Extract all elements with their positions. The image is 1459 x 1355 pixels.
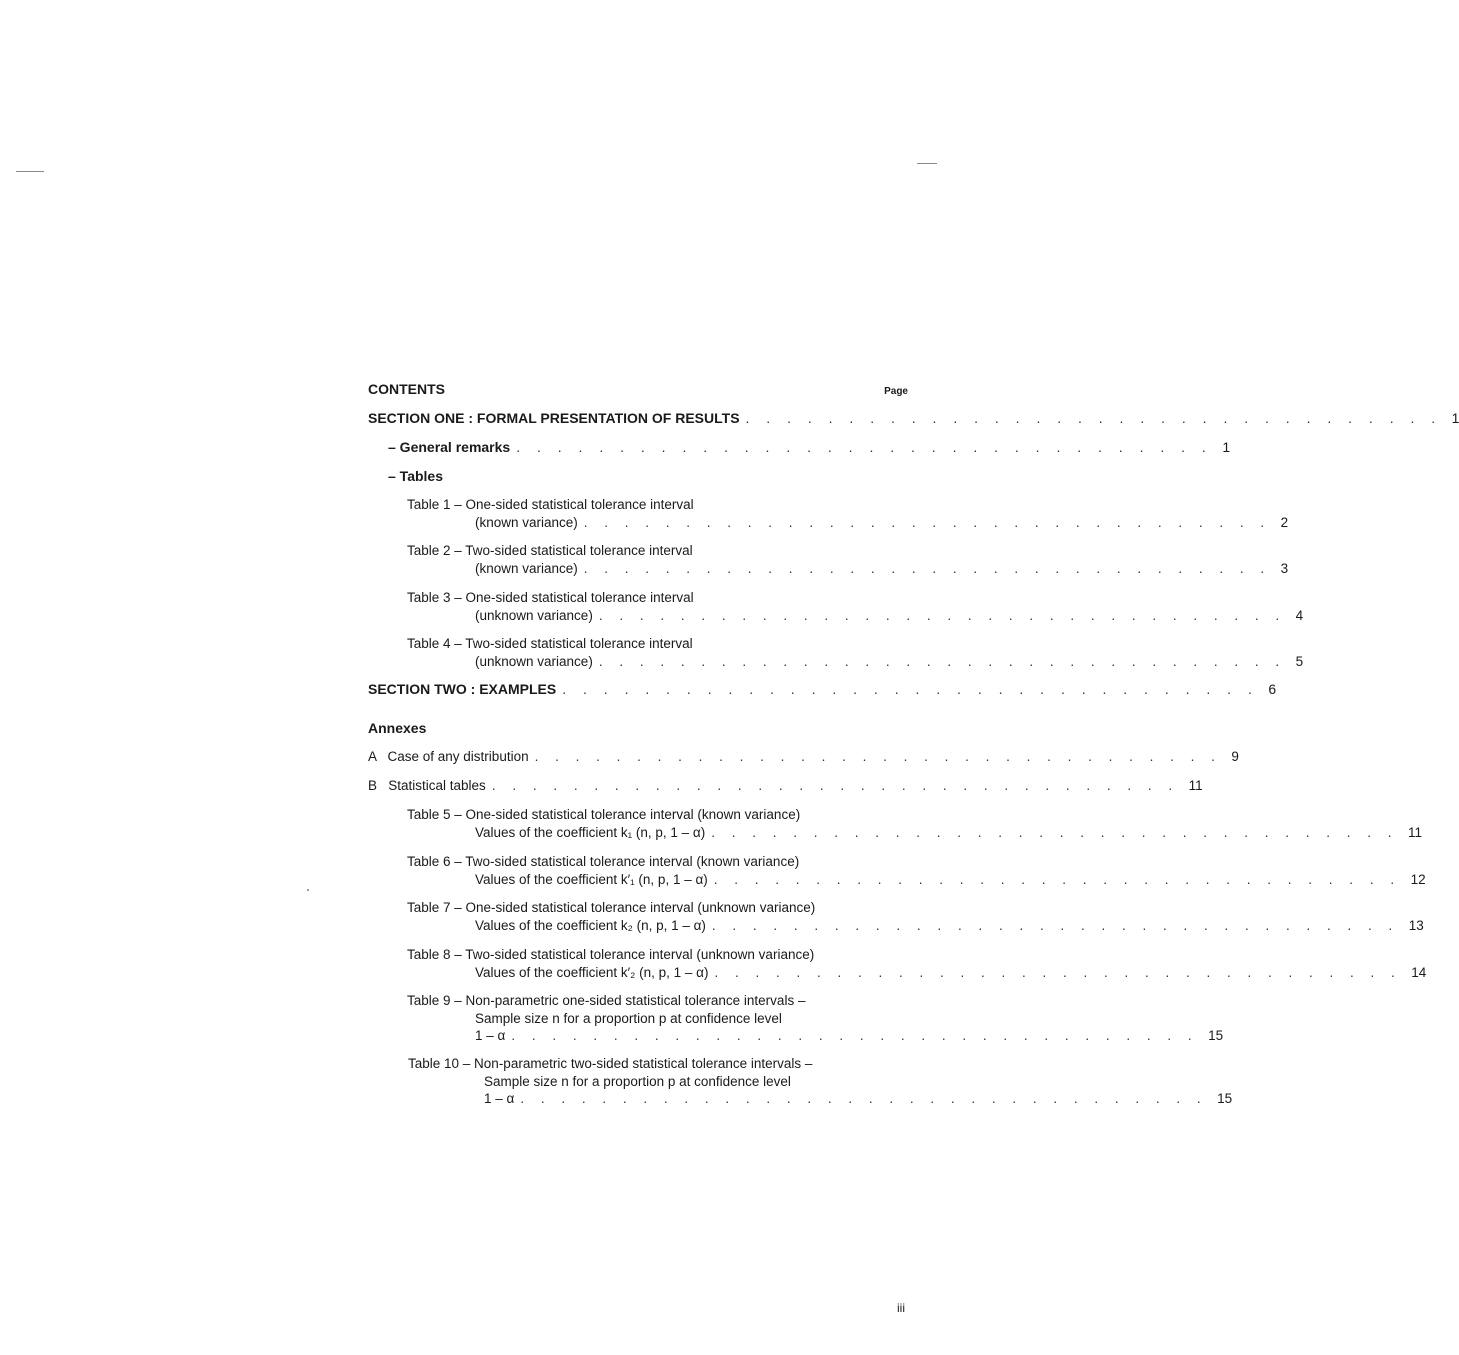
entry-line-2: (known variance) [475, 560, 578, 576]
entry-page: 4 [1295, 607, 1304, 623]
page-folio: iii [897, 1301, 905, 1315]
entry-page: 11 [1408, 824, 1423, 840]
entry-line-1: Table 4 – Two-sided statistical tolerance interval [407, 636, 693, 651]
toc-entry-table-8[interactable] [407, 946, 1427, 982]
entry-page: 12 [1410, 871, 1426, 887]
entry-line-2: Values of the coefficient k₁ (n, p, 1 – α) [475, 824, 706, 840]
toc-entry-general-remarks[interactable] [388, 438, 1231, 456]
entry-line-2: Values of the coefficient k₂ (n, p, 1 – α) [475, 917, 706, 933]
scan-speck [307, 889, 309, 891]
leader-dots: . . . . . . . . . . . . . . . . . . . . . . . . . . . . . . . . . . [713, 871, 1401, 887]
leader-dots: . . . . . . . . . . . . . . . . . . . . . . . . . . . . . . . . . . [745, 410, 1442, 426]
entry-line-1: Table 10 – Non-parametric two-sided statistical tolerance intervals – [408, 1056, 813, 1071]
leader-dots: . . . . . . . . . . . . . . . . . . . . . . . . . . . . . . . . . . [711, 917, 1399, 933]
toc-entry-table-1[interactable] [407, 496, 1289, 532]
entry-page: 1 [1222, 439, 1231, 455]
toc-entry-section-two[interactable] [368, 680, 1277, 698]
entry-line-3: 1 – α [475, 1028, 506, 1043]
entry-page: 15 [1217, 1091, 1233, 1106]
contents-header [368, 381, 908, 397]
entry-line-1: Table 8 – Two-sided statistical tolerance interval (unknown variance) [407, 947, 815, 962]
toc-entry-section-one[interactable] [368, 409, 1459, 427]
entry-line-1: Table 9 – Non-parametric one-sided statistical tolerance intervals – [407, 993, 806, 1008]
entry-line-1: Table 6 – Two-sided statistical tolerance interval (known variance) [407, 854, 800, 869]
entry-page: 14 [1411, 964, 1427, 980]
entry-line-2: (unknown variance) [475, 653, 593, 669]
toc-entry-table-3[interactable] [407, 589, 1304, 625]
entry-text: SECTION ONE : FORMAL PRESENTATION OF RESULTS [368, 410, 740, 426]
entry-line-2: (unknown variance) [475, 607, 593, 623]
toc-entry-annex-b[interactable] [368, 777, 1203, 795]
leader-dots: . . . . . . . . . . . . . . . . . . . . . . . . . . . . . . . . . . [516, 439, 1213, 455]
toc-heading-tables [388, 467, 908, 485]
scan-rule-right [917, 163, 937, 164]
toc-entry-table-10[interactable] [408, 1055, 1233, 1108]
toc-entry-table-2[interactable] [407, 542, 1289, 578]
entry-text: Annexes [368, 720, 427, 736]
entry-text: B Statistical tables [368, 778, 486, 793]
entry-line-2: (known variance) [475, 514, 578, 530]
entry-line-1: Table 2 – Two-sided statistical tolerance interval [407, 543, 693, 558]
toc-heading-annexes [368, 719, 908, 737]
entry-page: 2 [1280, 514, 1289, 530]
entry-page: 6 [1268, 681, 1277, 697]
toc-entry-annex-a[interactable] [368, 748, 1239, 766]
entry-page: 5 [1295, 653, 1304, 669]
scan-rule-left [16, 171, 44, 172]
entry-line-1: Table 1 – One-sided statistical tolerance interval [407, 497, 694, 512]
leader-dots: . . . . . . . . . . . . . . . . . . . . . . . . . . . . . . . . . . [583, 560, 1271, 576]
entry-page: 11 [1188, 778, 1203, 793]
toc-entry-table-4[interactable] [407, 635, 1304, 671]
entry-text: SECTION TWO : EXAMPLES [368, 681, 557, 697]
entry-line-1: Table 7 – One-sided statistical tolerance interval (unknown variance) [407, 900, 816, 915]
toc-entry-table-6[interactable] [407, 853, 1426, 889]
entry-text: – Tables [388, 468, 443, 484]
leader-dots: . . . . . . . . . . . . . . . . . . . . . . . . . . . . . . . . . . [598, 653, 1286, 669]
leader-dots: . . . . . . . . . . . . . . . . . . . . . . . . . . . . . . . . . . [583, 514, 1271, 530]
toc-entry-table-9[interactable] [407, 992, 1224, 1045]
entry-text: A Case of any distribution [368, 749, 529, 764]
entry-line-2: Values of the coefficient k′₁ (n, p, 1 – α) [475, 871, 708, 887]
leader-dots: . . . . . . . . . . . . . . . . . . . . . . . . . . . . . . . . . . [520, 1091, 1208, 1106]
entry-page: 13 [1408, 917, 1424, 933]
entry-page: 15 [1208, 1028, 1224, 1043]
entry-line-1: Table 3 – One-sided statistical tolerance interval [407, 590, 694, 605]
contents-title: CONTENTS [368, 381, 445, 397]
entry-line-2: Sample size n for a proportion p at confidence level [484, 1073, 791, 1089]
entry-page: 9 [1231, 749, 1239, 764]
leader-dots: . . . . . . . . . . . . . . . . . . . . . . . . . . . . . . . . . . [534, 749, 1222, 764]
leader-dots: . . . . . . . . . . . . . . . . . . . . . . . . . . . . . . . . . . [491, 778, 1179, 793]
entry-page: 1 [1451, 410, 1459, 426]
entry-line-1: Table 5 – One-sided statistical tolerance interval (known variance) [407, 807, 801, 822]
entry-text: – General remarks [388, 439, 511, 455]
leader-dots: . . . . . . . . . . . . . . . . . . . . . . . . . . . . . . . . . . [711, 824, 1399, 840]
entry-line-2: Values of the coefficient k′₂ (n, p, 1 – α) [475, 964, 709, 980]
leader-dots: . . . . . . . . . . . . . . . . . . . . . . . . . . . . . . . . . . [562, 681, 1259, 697]
entry-page: 3 [1280, 560, 1289, 576]
entry-line-3: 1 – α [484, 1091, 515, 1106]
leader-dots: . . . . . . . . . . . . . . . . . . . . . . . . . . . . . . . . . . [511, 1028, 1199, 1043]
leader-dots: . . . . . . . . . . . . . . . . . . . . . . . . . . . . . . . . . . [598, 607, 1286, 623]
toc-entry-table-5[interactable] [407, 806, 1423, 842]
entry-line-2: Sample size n for a proportion p at confidence level [475, 1010, 782, 1026]
toc-entry-table-7[interactable] [407, 899, 1424, 935]
page-column-label: Page [884, 386, 908, 397]
leader-dots: . . . . . . . . . . . . . . . . . . . . . . . . . . . . . . . . . . [714, 964, 1402, 980]
